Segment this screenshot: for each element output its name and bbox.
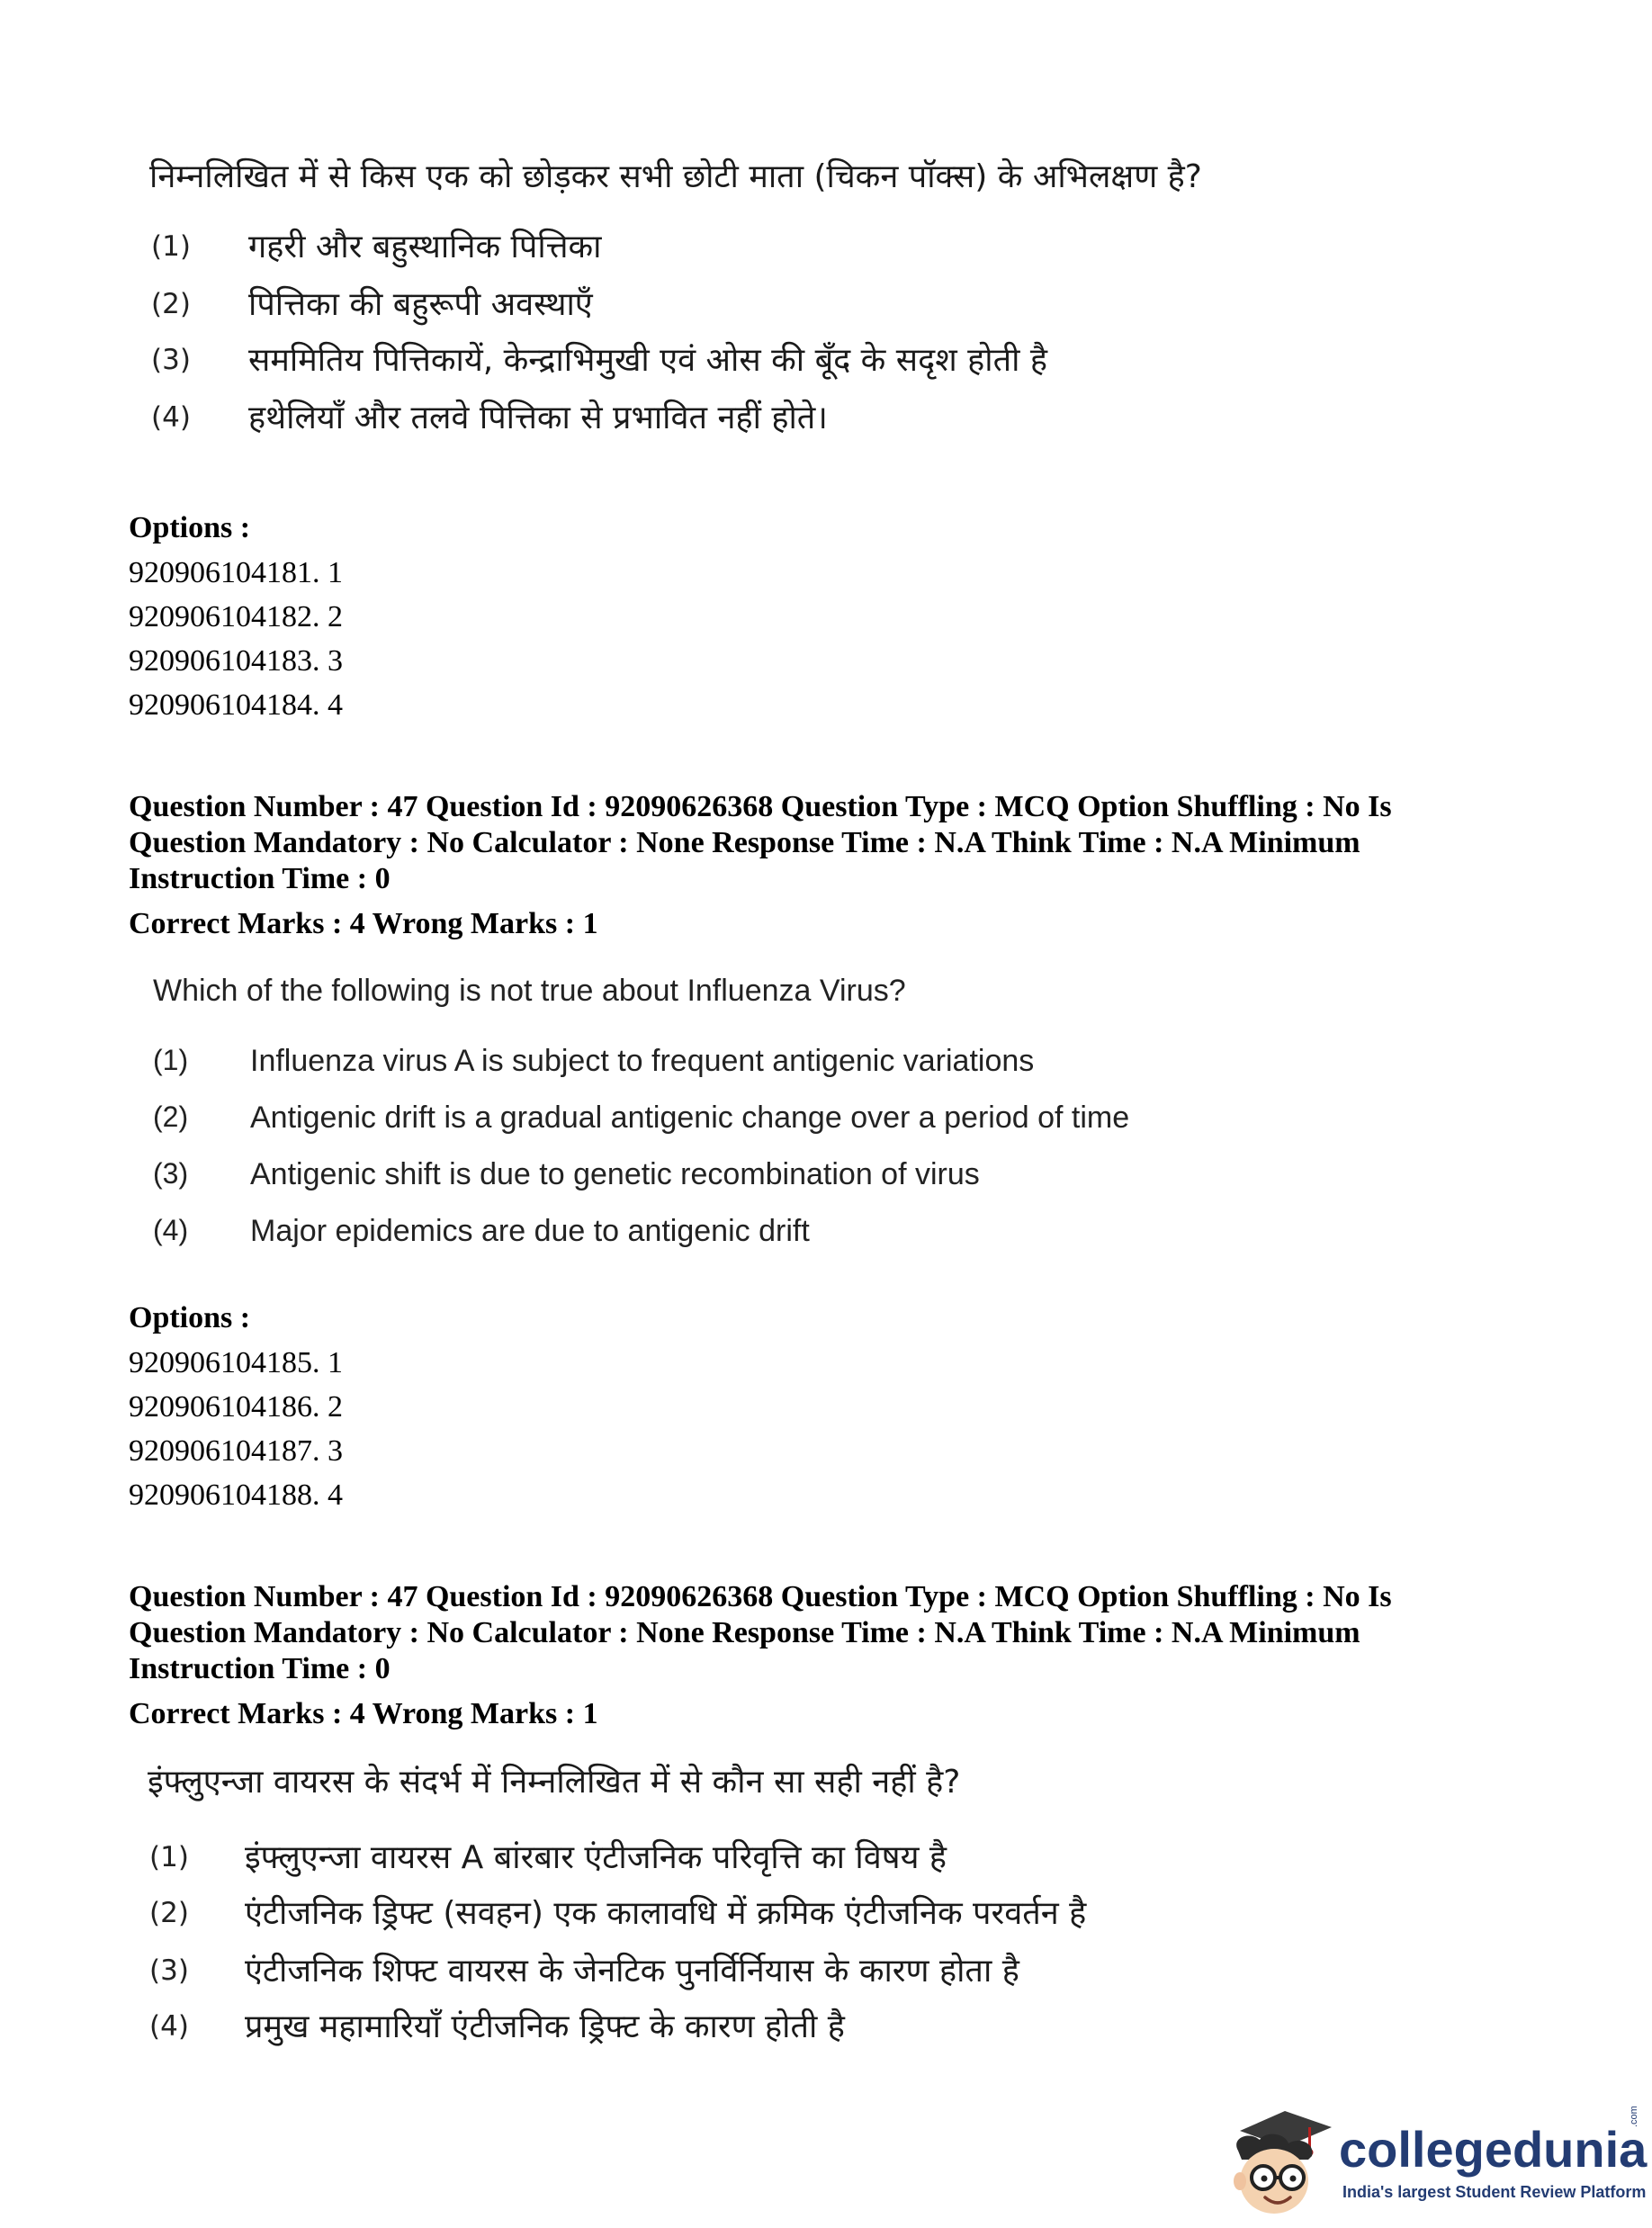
choice-number: (2)	[151, 288, 191, 320]
option-id: 920906104185. 1	[129, 1346, 343, 1379]
choice-text: गहरी और बहुस्थानिक पित्तिका	[248, 229, 602, 265]
question-marks: Correct Marks : 4 Wrong Marks : 1	[129, 907, 598, 940]
option-id: 920906104188. 4	[129, 1478, 343, 1512]
question-meta: Instruction Time : 0	[129, 1652, 391, 1685]
choice-text: Antigenic shift is due to genetic recombination of virus	[250, 1157, 980, 1191]
options-label: Options :	[129, 511, 251, 544]
option-id: 920906104184. 4	[129, 688, 343, 722]
question-meta: Question Mandatory : No Calculator : None Response Time : N.A Think Time : N.A Minimum	[129, 1616, 1360, 1649]
options-label: Options :	[129, 1301, 251, 1334]
question-text: निम्नलिखित में से किस एक को छोड़कर सभी छोटी माता (चिकन पॉक्स) के अभिलक्षण है?	[149, 158, 1202, 195]
choice-number: (3)	[153, 1157, 189, 1190]
choice-text: एंटीजनिक शिफ्ट वायरस के जेनटिक पुनर्विर्नियास के कारण होता है	[245, 1953, 1019, 1990]
choice-number: (4)	[151, 401, 191, 434]
choice-number: (4)	[149, 2010, 189, 2043]
option-id: 920906104181. 1	[129, 556, 343, 589]
choice-number: (3)	[149, 1954, 189, 1987]
choice-text: एंटीजनिक ड्रिफ्ट (सवहन) एक कालावधि में क्रमिक एंटीजनिक परवर्तन है	[245, 1895, 1087, 1932]
logo-wordmark: collegedunia	[1339, 2121, 1648, 2178]
choice-number: (2)	[153, 1101, 189, 1133]
choice-text: Influenza virus A is subject to frequent antigenic variations	[250, 1044, 1035, 1078]
question-meta: Instruction Time : 0	[129, 862, 391, 895]
question-marks: Correct Marks : 4 Wrong Marks : 1	[129, 1697, 598, 1730]
question-meta: Question Mandatory : No Calculator : None Response Time : N.A Think Time : N.A Minimum	[129, 826, 1360, 859]
question-text: Which of the following is not true about Influenza Virus?	[153, 974, 906, 1008]
logo-tagline: India's largest Student Review Platform	[1342, 2183, 1647, 2201]
choice-number: (4)	[153, 1214, 189, 1246]
choice-number: (1)	[149, 1841, 189, 1873]
choice-number: (1)	[151, 230, 191, 263]
choice-text: इंफ्लुएन्जा वायरस A बांरबार एंटीजनिक परिवृत्ति का विषय है	[245, 1839, 947, 1876]
choice-text: Major epidemics are due to antigenic drift	[250, 1214, 810, 1248]
mascot-icon	[1222, 2104, 1339, 2219]
question-meta: Question Number : 47 Question Id : 92090626368 Question Type : MCQ Option Shuffling : No Is	[129, 790, 1392, 823]
option-id: 920906104186. 2	[129, 1390, 343, 1424]
choice-text: सममितिय पित्तिकायें, केन्द्राभिमुखी एवं ओस की बूँद के सदृश होती है	[248, 342, 1047, 379]
question-text: इंफ्लुएन्जा वायरस के संदर्भ में निम्नलिखित में से कौन सा सही नहीं है?	[148, 1764, 961, 1801]
option-id: 920906104182. 2	[129, 600, 343, 633]
choice-number: (3)	[151, 344, 191, 376]
choice-text: Antigenic drift is a gradual antigenic change over a period of time	[250, 1101, 1130, 1135]
choice-text: हथेलियाँ और तलवे पित्तिका से प्रभावित नहीं होते।	[248, 400, 828, 436]
logo-com: .com	[1629, 2106, 1639, 2127]
option-id: 920906104187. 3	[129, 1434, 343, 1468]
choice-number: (1)	[153, 1044, 189, 1076]
choice-text: प्रमुख महामारियाँ एंटीजनिक ड्रिफ्ट के कारण होती है	[245, 2008, 845, 2045]
option-id: 920906104183. 3	[129, 644, 343, 678]
choice-number: (2)	[149, 1897, 189, 1929]
question-meta: Question Number : 47 Question Id : 92090626368 Question Type : MCQ Option Shuffling : No Is	[129, 1580, 1392, 1613]
choice-text: पित्तिका की बहुरूपी अवस्थाएँ	[248, 286, 593, 323]
